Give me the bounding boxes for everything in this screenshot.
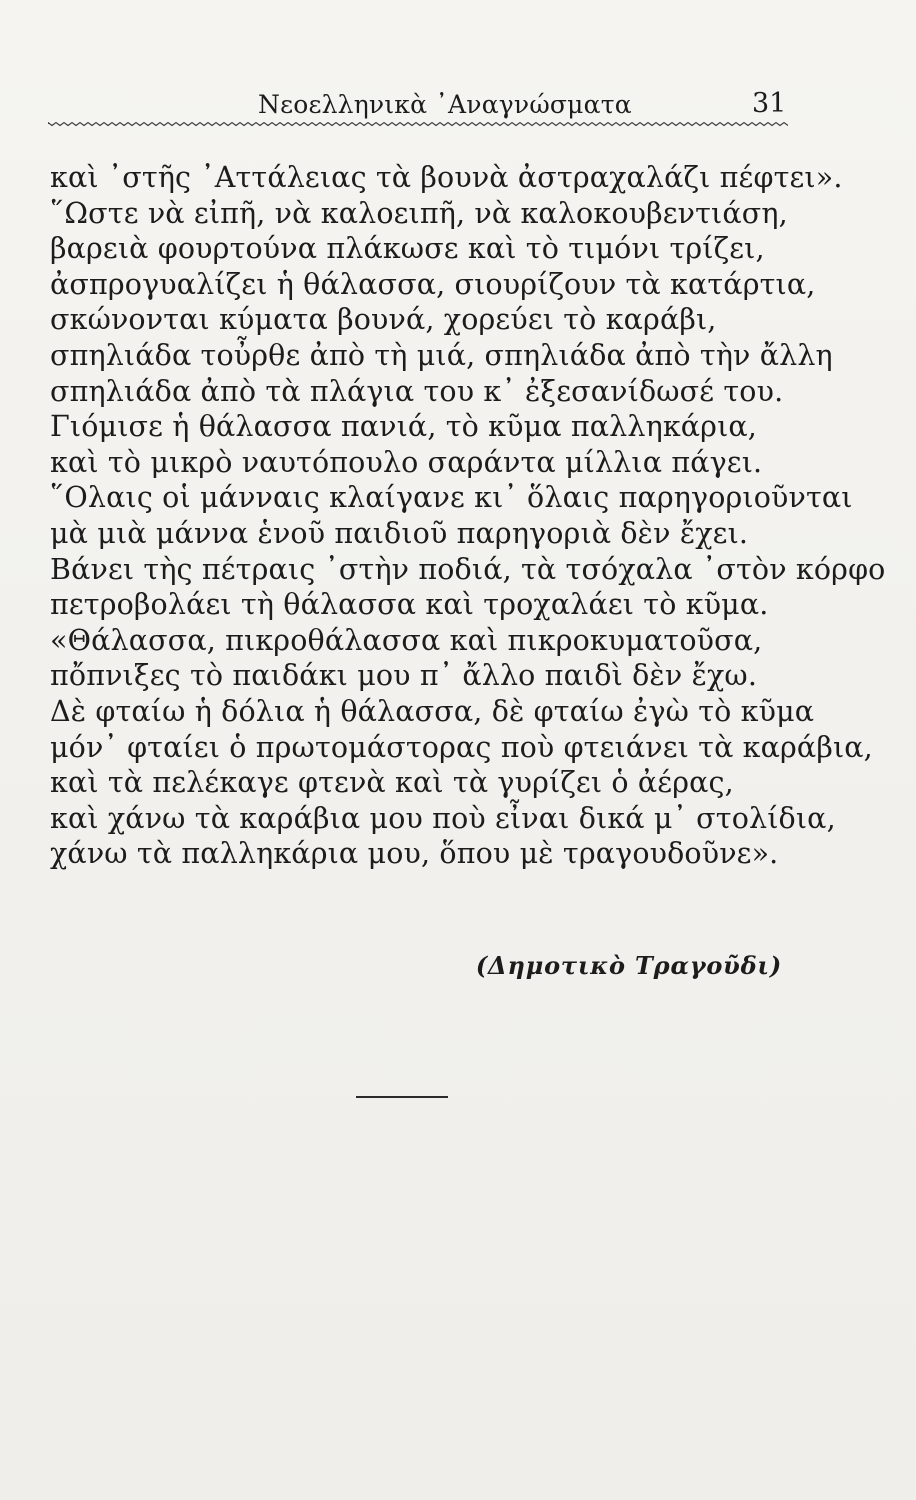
poem-line: καὶ ᾿στῆς ᾿Αττάλειας τὰ βουνὰ ἀστραχαλάζι πέφτει». (50, 161, 843, 194)
running-title: Νεοελληνικὰ ᾿Αναγνώσματα (258, 90, 632, 119)
header-wavy-rule (48, 118, 788, 130)
poem-line: καὶ τὸ μικρὸ ναυτόπουλο σαράντα μίλλια πάγει. (50, 445, 763, 479)
poem-line: μόν᾿ φταίει ὁ πρωτομάστορας ποὺ φτειάνει τὰ καράβια, (50, 730, 873, 764)
poem-line: πετροβολάει τὴ θάλασσα καὶ τροχαλάει τὸ κῦμα. (50, 588, 769, 622)
poem-line: καὶ χάνω τὰ καράβια μου ποὺ εἶναι δικά μ᾿ στολίδια, (50, 801, 836, 835)
poem-line: ῞Ωστε νὰ εἰπῆ, νὰ καλοειπῆ, νὰ καλοκουβεντιάση, (50, 196, 788, 230)
poem-line: μὰ μιὰ μάννα ἑνοῦ παιδιοῦ παρηγοριὰ δὲν ἔχει. (50, 516, 749, 550)
poem-attribution: (Δημοτικὸ Τραγοῦδι) (475, 951, 782, 980)
poem-line: χάνω τὰ παλληκάρια μου, ὅπου μὲ τραγουδοῦνε». (50, 837, 779, 871)
poem-line: ἀσπρογυαλίζει ἡ θάλασσα, σιουρίζουν τὰ κατάρτια, (50, 267, 816, 301)
poem-line: βαρειὰ φουρτούνα πλάκωσε καὶ τὸ τιμόνι τρίζει, (50, 232, 765, 266)
poem-line: σκώνονται κύματα βουνά, χορεύει τὸ καράβι, (50, 303, 717, 337)
poem-line: σπηλιάδα ἀπὸ τὰ πλάγια του κ᾿ ἐξεσανίδωσέ του. (50, 374, 784, 408)
page-number: 31 (752, 88, 787, 119)
poem-line: σπηλιάδα τοὖρθε ἀπὸ τὴ μιά, σπηλιάδα ἀπὸ τὴν ἄλλη (50, 338, 833, 372)
poem-line: Γιόμισε ἡ θάλασσα πανιά, τὸ κῦμα παλληκάρια, (50, 410, 758, 444)
poem-line: Δὲ φταίω ἡ δόλια ἡ θάλασσα, δὲ φταίω ἐγὼ τὸ κῦμα (50, 694, 815, 728)
poem-line: «Θάλασσα, πικροθάλασσα καὶ πικροκυματοῦσα, (50, 623, 763, 657)
poem-line: Βάνει τὴς πέτραις ᾿στὴν ποδιά, τὰ τσόχαλα ᾿στὸν κόρφο (50, 552, 886, 586)
poem-body (50, 160, 886, 872)
poem-line: ῞Ολαις οἱ μάνναις κλαίγανε κι᾿ ὅλαις παρηγοριοῦνται (50, 481, 853, 515)
poem-line: καὶ τὰ πελέκαγε φτενὰ καὶ τὰ γυρίζει ὁ ἀέρας, (50, 766, 734, 800)
poem-line: πὄπνιξες τὸ παιδάκι μου π᾿ ἄλλο παιδὶ δὲν ἔχω. (50, 659, 758, 693)
end-divider (356, 1096, 448, 1098)
